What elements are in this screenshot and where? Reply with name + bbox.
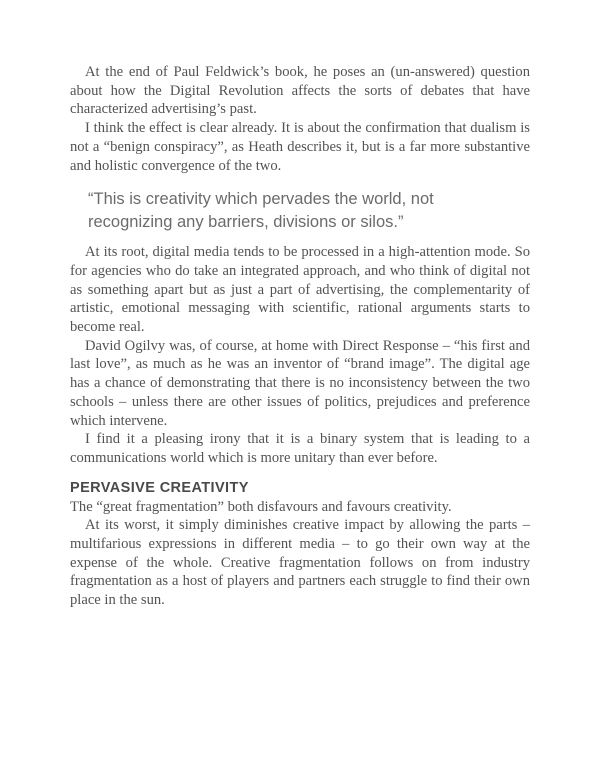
section-heading-pervasive-creativity: PERVASIVE CREATIVITY	[70, 479, 249, 496]
paragraph-david-ogilvy: David Ogilvy was, of course, at home with Direct Response – “his first and last love”, as much as he was an inventor of “brand image”. The digital age has a chance of demonstrating that there is no inconsistency between the two schools – unless there are other issues of politics, prejudices and preference which intervene.	[70, 337, 530, 429]
pull-quote: “This is creativity which pervades the world, not recognizing any barriers, divisions or silos.”	[88, 190, 434, 231]
paragraph-effect-clear: I think the effect is clear already. It is about the confirmation that dualism is not a “benign conspiracy”, as Heath describes it, but is a far more substantive and holistic convergence of the two.	[70, 120, 530, 174]
paragraph-at-its-worst: At its worst, it simply diminishes creative impact by allowing the parts – multifarious expressions in different media – to go their own way at the expense of the whole. Creative fragmentation follows on from industry fragmentation as a host of players and partners each struggle to find their own place in the sun.	[70, 517, 530, 609]
paragraph-digital-media-root: At its root, digital media tends to be processed in a high-attention mode. So for agencies who do take an integrated approach, and who think of digital not as something apart but as just a part of advertising, the complementarity of artistic, emotional messaging with scientific, rational arguments starts to become real.	[70, 244, 530, 336]
paragraph-feldwick-question: At the end of Paul Feldwick’s book, he poses an (un-answered) question about how the Digital Revolution affects the sorts of debates that have characterized advertising’s past.	[70, 64, 530, 118]
paragraph-great-fragmentation: The “great fragmentation” both disfavours and favours creativity.	[70, 498, 452, 515]
paragraph-pleasing-irony: I find it a pleasing irony that it is a binary system that is leading to a communications world which is more unitary than ever before.	[70, 431, 530, 466]
